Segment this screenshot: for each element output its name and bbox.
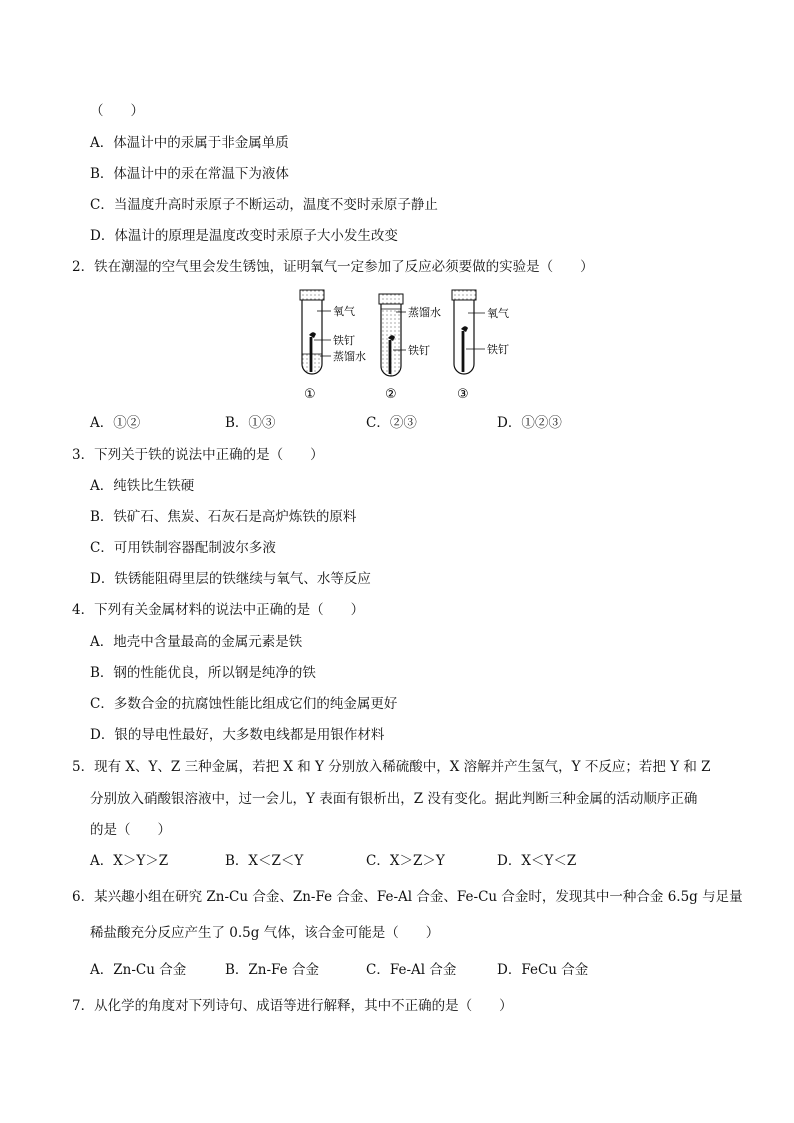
q5-stem-line-2: 分别放入硝酸银溶液中，过一会儿，Y 表面有银析出，Z 没有变化。据此判断三种金属的活动顺序正确 xyxy=(90,791,698,807)
q2-option-d: D．①②③ xyxy=(497,415,562,431)
label-water-2: 蒸馏水 xyxy=(408,306,441,319)
q3-stem: 3．下列关于铁的说法中正确的是（ ） xyxy=(72,447,324,463)
q4-option-b: B．钢的性能优良，所以钢是纯净的铁 xyxy=(90,665,316,681)
label-water-1: 蒸馏水 xyxy=(333,350,366,363)
label-nail-2: 铁钉 xyxy=(408,344,430,357)
q6-option-b: B．Zn-Fe 合金 xyxy=(225,962,319,978)
q2-option-c: C．②③ xyxy=(366,415,417,431)
q2-option-a: A．①② xyxy=(90,415,141,431)
q6-option-c: C．Fe-Al 合金 xyxy=(366,962,457,978)
q5-option-a: A．X＞Y＞Z xyxy=(90,853,169,869)
q5-stem-line-1: 5．现有 X、Y、Z 三种金属，若把 X 和 Y 分别放入稀硫酸中，X 溶解并产生氢气，Y 不反应；若把 Y 和 Z xyxy=(72,759,711,775)
q5-option-c: C．X＞Z＞Y xyxy=(366,853,445,869)
tube-number-1: ① xyxy=(304,387,316,402)
label-oxygen-1: 氧气 xyxy=(333,305,355,318)
q6-option-a: A．Zn-Cu 合金 xyxy=(90,962,187,978)
q5-stem-line-3: 的是（ ） xyxy=(90,822,171,838)
label-nail-1: 铁钉 xyxy=(333,334,355,347)
q3-option-b: B．铁矿石、焦炭、石灰石是高炉炼铁的原料 xyxy=(90,509,357,525)
q6-stem-line-2: 稀盐酸充分反应产生了 0.5g 气体，该合金可能是（ ） xyxy=(90,925,440,941)
label-oxygen-3: 氧气 xyxy=(487,307,509,320)
test-tube-1 xyxy=(300,290,331,374)
test-tube-figure xyxy=(290,286,530,401)
q4-option-c: C．多数合金的抗腐蚀性能比组成它们的纯金属更好 xyxy=(90,696,398,712)
q6-stem-line-1: 6．某兴趣小组在研究 Zn-Cu 合金、Zn-Fe 合金、Fe-Al 合金、Fe-Cu 合金时，发现其中一种合金 6.5g 与足量 xyxy=(72,889,743,905)
q2-option-b: B．①③ xyxy=(225,415,276,431)
q5-option-d: D．X＜Y＜Z xyxy=(497,853,577,869)
q3-option-d: D．铁锈能阻碍里层的铁继续与氧气、水等反应 xyxy=(90,571,371,587)
q1-stem-tail: （ ） xyxy=(90,103,144,119)
q7-stem: 7．从化学的角度对下列诗句、成语等进行解释，其中不正确的是（ ） xyxy=(72,998,513,1014)
tube-number-2: ② xyxy=(385,387,397,402)
q3-option-c: C．可用铁制容器配制波尔多液 xyxy=(90,540,276,556)
test-tube-3 xyxy=(452,290,485,374)
q4-option-d: D．银的导电性最好，大多数电线都是用银作材料 xyxy=(90,727,385,743)
q1-option-d: D．体温计的原理是温度改变时汞原子大小发生改变 xyxy=(90,228,398,244)
q5-option-b: B．X＜Z＜Y xyxy=(225,853,304,869)
q4-option-a: A．地壳中含量最高的金属元素是铁 xyxy=(90,634,303,650)
q6-option-d: D．FeCu 合金 xyxy=(497,962,589,978)
q3-option-a: A．纯铁比生铁硬 xyxy=(90,478,195,494)
q4-stem: 4．下列有关金属材料的说法中正确的是（ ） xyxy=(72,602,365,618)
q1-option-b: B．体温计中的汞在常温下为液体 xyxy=(90,166,289,182)
q1-option-c: C．当温度升高时汞原子不断运动，温度不变时汞原子静止 xyxy=(90,197,438,213)
tube-number-3: ③ xyxy=(457,387,469,402)
label-nail-3: 铁钉 xyxy=(487,343,509,356)
q2-stem: 2．铁在潮湿的空气里会发生锈蚀，证明氧气一定参加了反应必须要做的实验是（ ） xyxy=(72,259,594,275)
q1-option-a: A．体温计中的汞属于非金属单质 xyxy=(90,135,289,151)
test-tube-2 xyxy=(379,294,406,376)
